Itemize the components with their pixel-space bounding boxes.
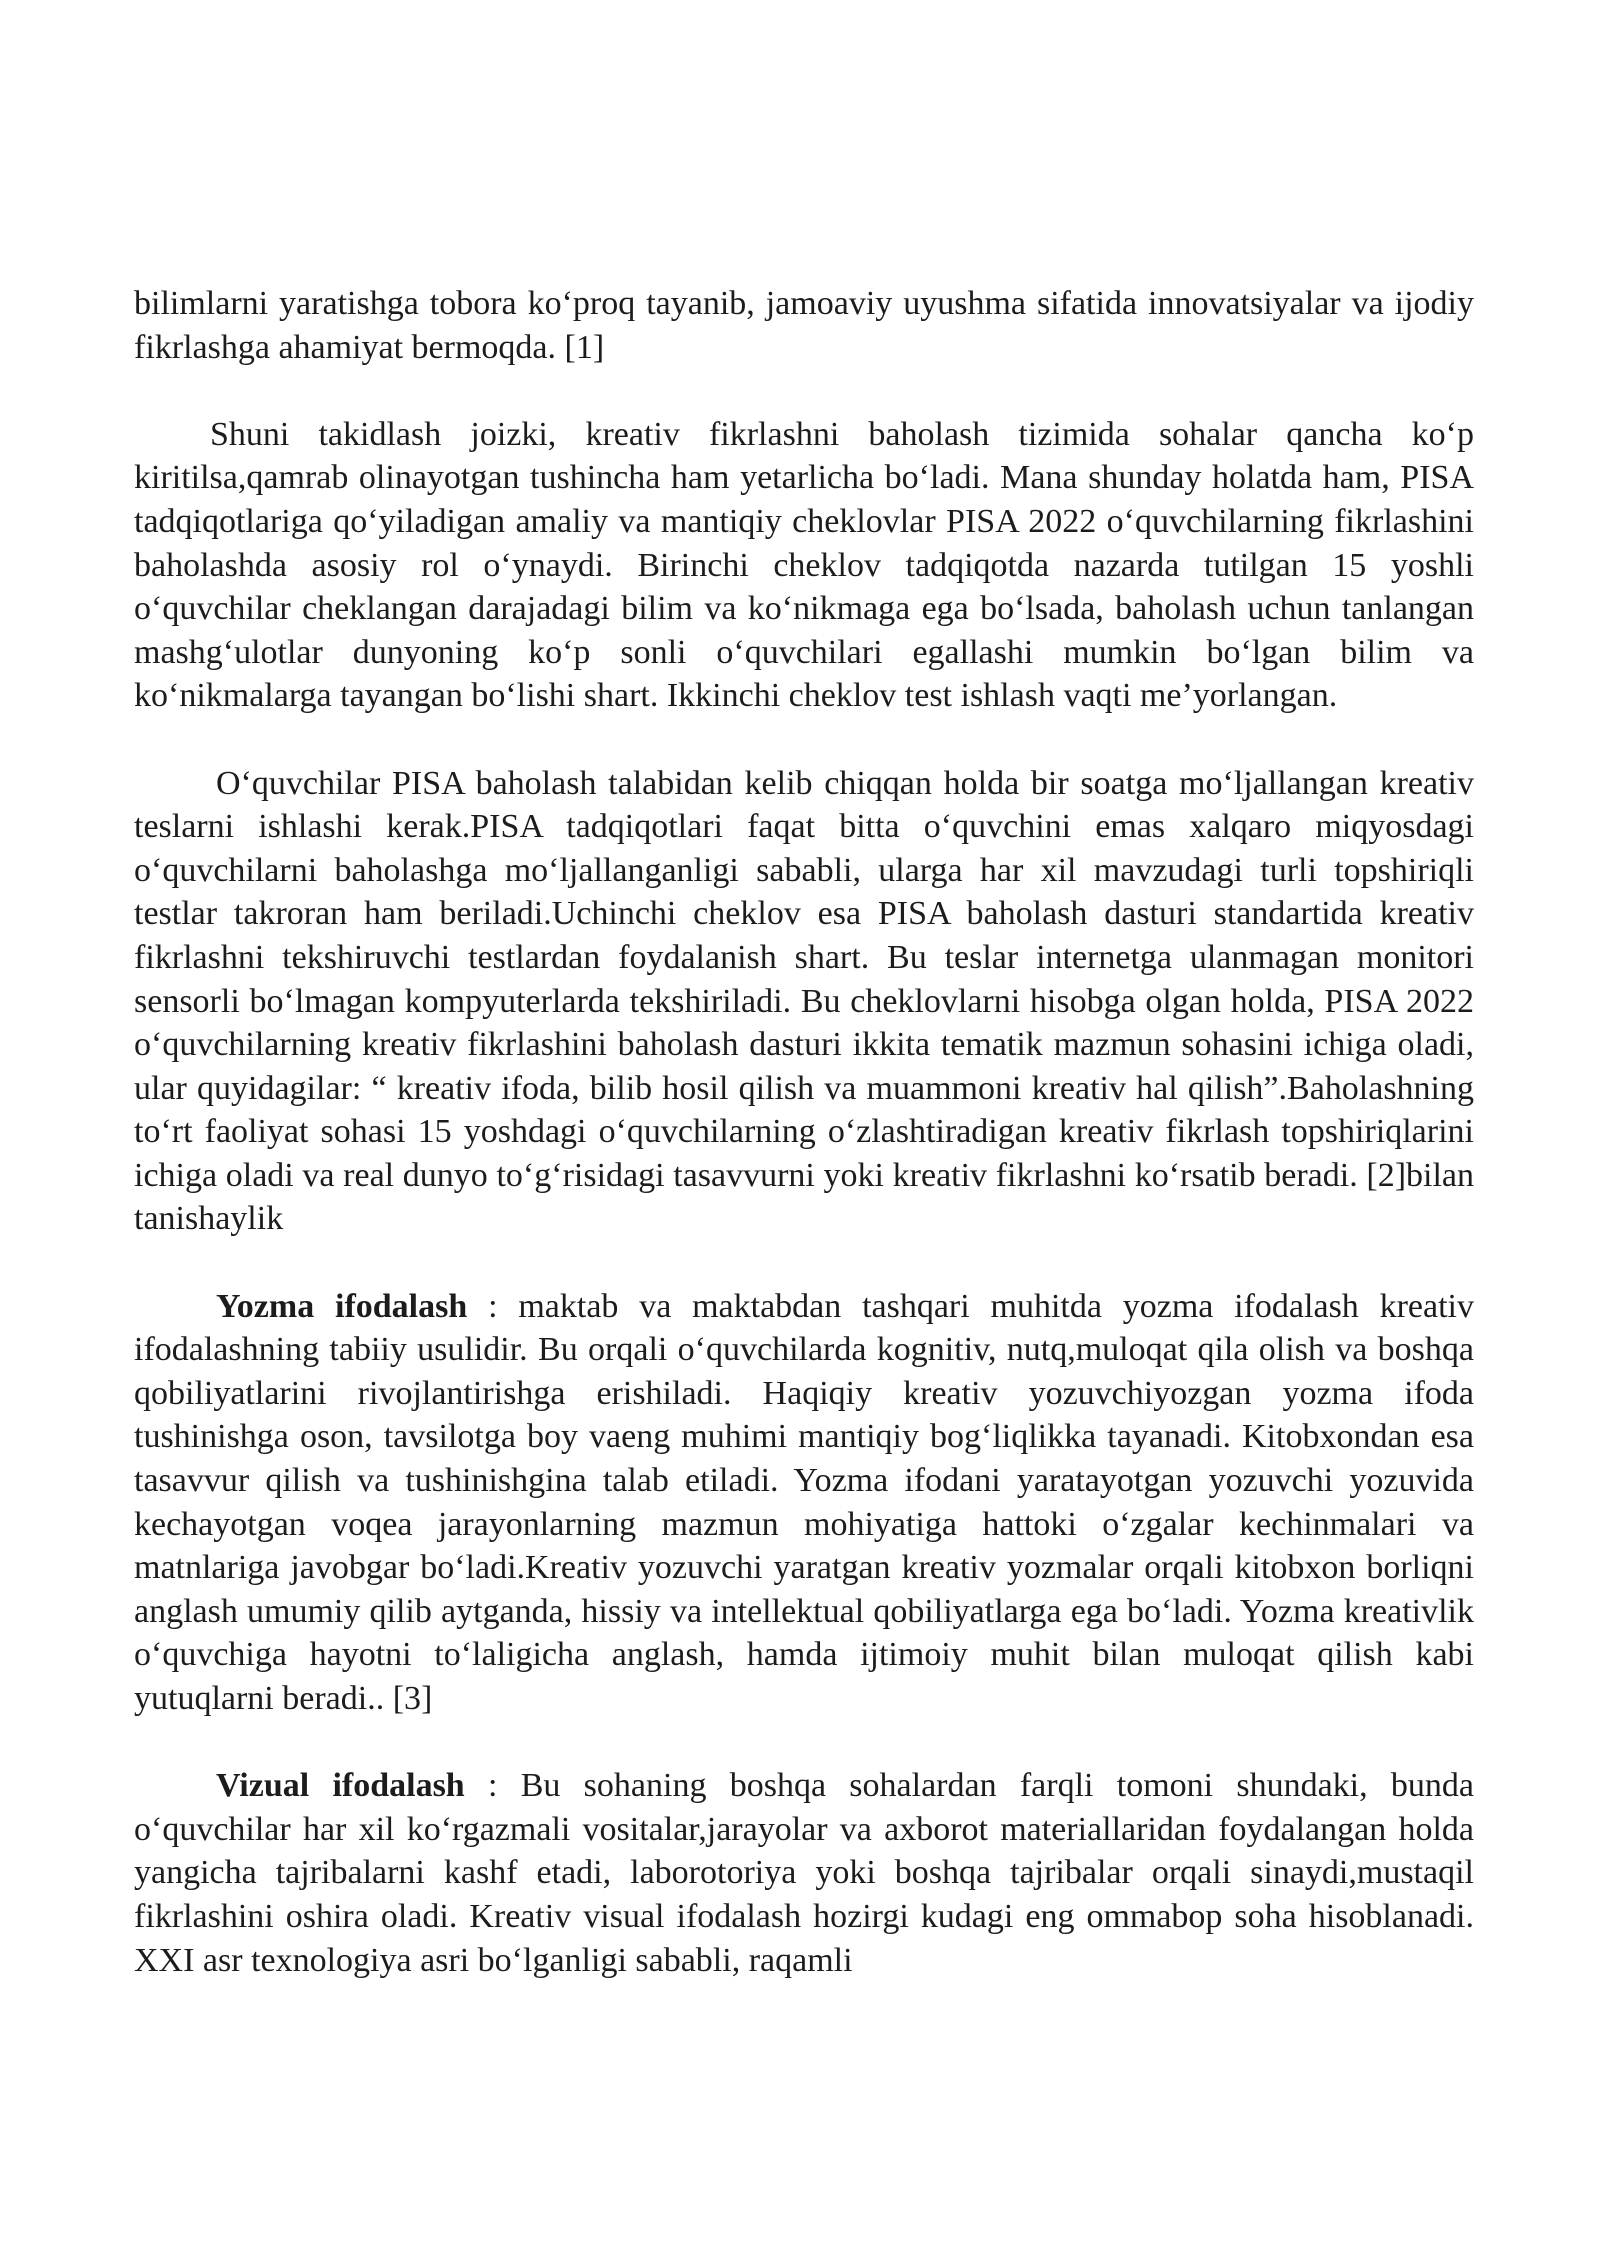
- document-page: [134, 282, 1474, 2026]
- paragraph-text: O‘quvchilar PISA baholash talabidan kelib chiqqan holda bir soatga mo‘ljallangan kreativ teslarni ishlashi kerak.PISA tadqiqotlari faqat bitta o‘quvchini emas xalqaro miqyosdagi o‘quvchilarni baholashga mo‘ljallanganligi sababli, ularga har xil mavzudagi turli topshiriqli testlar takroran ham beriladi.Uchinchi cheklov esa PISA baholash dasturi standartida kreativ fikrlashni tekshiruvchi testlardan foydalanish shart. Bu teslar internetga ulanmagan monitori sensorli bo‘lmagan kompyuterlarda tekshiriladi. Bu cheklovlarni hisobga olgan holda, PISA 2022 o‘quvchilarning kreativ fikrlashini baholash dasturi ikkita tematik mazmun sohasini ichiga oladi, ular quyidagilar: “ kreativ ifoda, bilib hosil qilish va muammoni kreativ hal qilish”.Baholashning to‘rt faoliyat sohasi 15 yoshdagi o‘quvchilarning o‘zlashtiradigan kreativ fikrlash topshiriqlarini ichiga oladi va real dunyo to‘g‘risidagi tasavvurni yoki kreativ fikrlashni ko‘rsatib beradi. [2]bilan tanishaylik: [134, 764, 1474, 1238]
- paragraph-text: : maktab va maktabdan tashqari muhitda yozma ifodalash kreativ ifodalashning tabiiy usulidir. Bu orqali o‘quvchilarda kognitiv, nutq,muloqat qila olish va boshqa qobiliyatlarini rivojlantirishga erishiladi. Haqiqiy kreativ yozuvchiyozgan yozma ifoda tushinishga oson, tavsilotga boy vaeng muhimi mantiqiy bog‘liqlikka tayanadi. Kitobxondan esa tasavvur qilish va tushinishgina talab etiladi. Yozma ifodani yaratayotgan yozuvchi yozuvida kechayotgan voqea jarayonlarning mazmun mohiyatiga hattoki o‘zgalar kechinmalari va matnlariga javobgar bo‘ladi.Kreativ yozuvchi yaratgan kreativ yozmalar orqali kitobxon borliqni anglash umumiy qilib aytganda, hissiy va intellektual qobiliyatlarga ega bo‘ladi. Yozma kreativlik o‘quvchiga hayotni to‘laligicha anglash, hamda ijtimoiy muhit bilan muloqat qilish kabi yutuqlarni beradi.. [3]: [134, 1287, 1474, 1717]
- paragraph-pisa-constraints: [134, 413, 1474, 718]
- paragraph-continuation: [134, 282, 1474, 369]
- paragraph-written-expression: [134, 1285, 1474, 1721]
- section-term: Yozma ifodalash: [216, 1287, 468, 1325]
- section-term: Vizual ifodalash: [216, 1767, 465, 1805]
- paragraph-pisa-assessment: [134, 762, 1474, 1242]
- paragraph-text: Shuni takidlash joizki, kreativ fikrlashni baholash tizimida sohalar qancha ko‘p kiritilsa,qamrab olinayotgan tushincha ham yetarlicha bo‘ladi. Mana shunday holatda ham, PISA tadqiqotlariga qo‘yiladigan amaliy va mantiqiy cheklovlar PISA 2022 o‘quvchilarning fikrlashini baholashda asosiy rol o‘ynaydi. Birinchi cheklov tadqiqotda nazarda tutilgan 15 yoshli o‘quvchilar cheklangan darajadagi bilim va ko‘nikmaga ega bo‘lsada, baholash uchun tanlangan mashg‘ulotlar dunyoning ko‘p sonli o‘quvchilari egallashi mumkin bo‘lgan bilim va ko‘nikmalarga tayangan bo‘lishi shart. Ikkinchi cheklov test ishlash vaqti me’yorlangan.: [134, 415, 1474, 715]
- paragraph-text: bilimlarni yaratishga tobora ko‘proq tayanib, jamoaviy uyushma sifatida innovatsiyalar va ijodiy fikrlashga ahamiyat bermoqda. [1]: [134, 285, 1474, 366]
- paragraph-text: : Bu sohaning boshqa sohalardan farqli tomoni shundaki, bunda o‘quvchilar har xil ko‘rgazmali vositalar,jarayolar va axborot materiallaridan foydalangan holda yangicha tajribalarni kashf etadi, laborotoriya yoki boshqa tajribalar orqali sinaydi,mustaqil fikrlashini oshira oladi. Kreativ visual ifodalash hozirgi kudagi eng ommabop soha hisoblanadi. XXI asr texnologiya asri bo‘lganligi sababli, raqamli: [134, 1767, 1474, 1979]
- paragraph-visual-expression: [134, 1764, 1474, 1982]
